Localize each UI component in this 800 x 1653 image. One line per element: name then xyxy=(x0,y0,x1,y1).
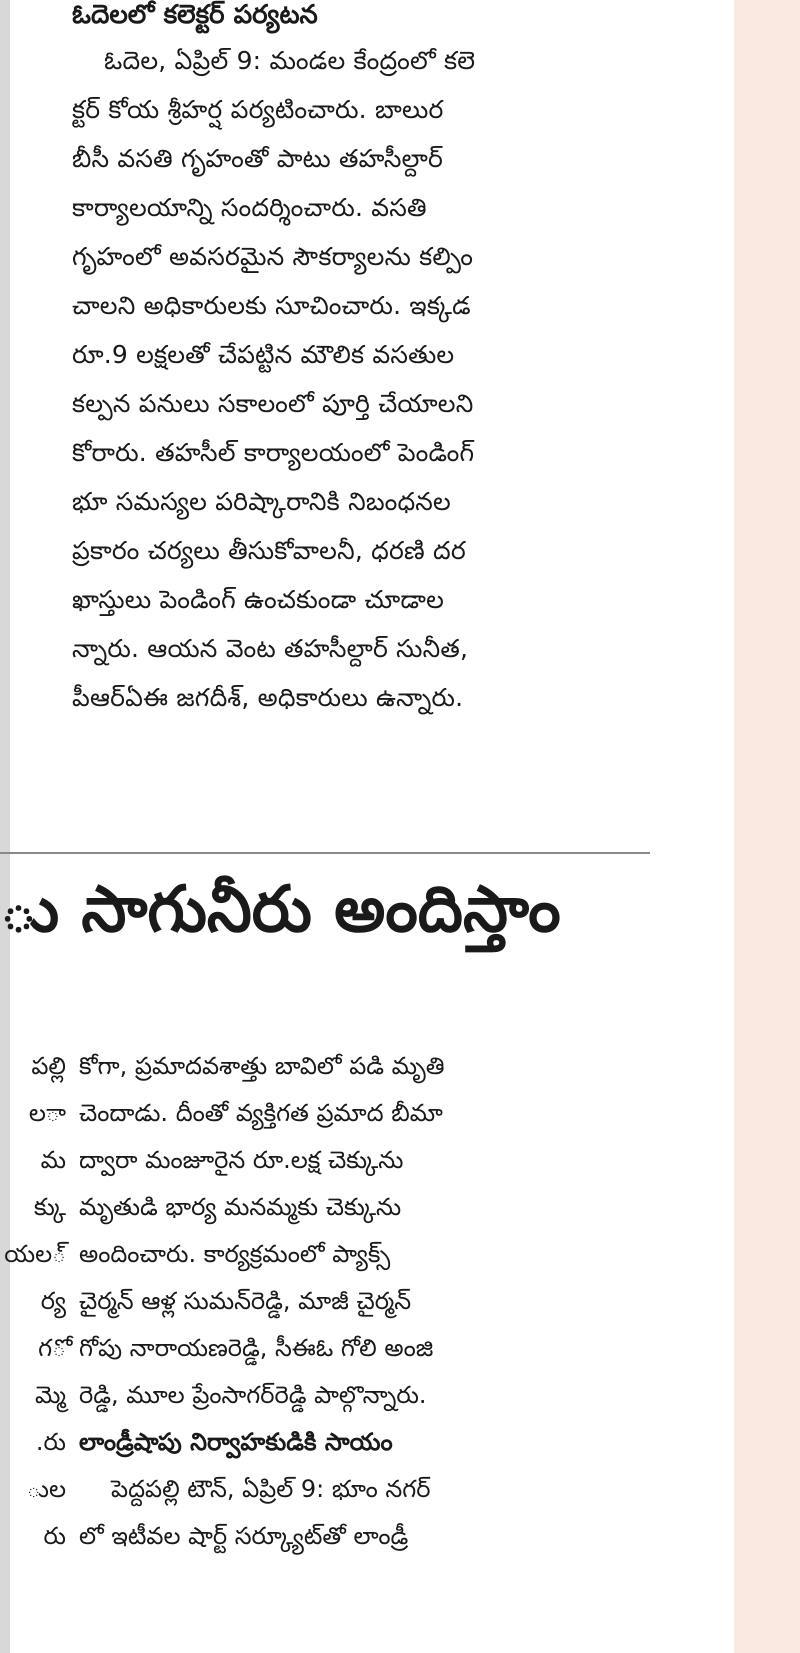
fragment-line: మ్మె xyxy=(34,1381,66,1409)
top-article-body xyxy=(72,36,650,722)
body-line: బీసీ వసతి గృహంతో పాటు తహసీల్దార్‌ xyxy=(72,144,444,173)
body-line: ఖాస్తులు పెండింగ్‌ ఉంచకుండా చూడాల xyxy=(72,585,445,614)
fragment-line: రు xyxy=(43,1522,66,1550)
fragment-line: ుల xyxy=(26,1475,66,1503)
body-line: కల్పన పనులు సకాలంలో పూర్తి చేయాలని xyxy=(72,389,474,418)
fragment-line: రు. xyxy=(35,1428,66,1456)
fragment-line: పల్లి xyxy=(31,1052,66,1080)
body-line: గృహంలో అవసరమైన సౌకర్యాలను కల్పిం xyxy=(72,242,474,271)
top-article xyxy=(72,0,650,722)
fragment-line: ోగ xyxy=(38,1334,66,1362)
body-line: న్నారు. ఆయన వెంట తహసీల్దార్‌ సునీత, xyxy=(72,634,469,663)
fragment-line: క్కు xyxy=(33,1193,66,1221)
body-line: రెడ్డి, మూల ప్రేంసాగర్‌రెడ్డి పాల్గొన్నారు. xyxy=(79,1381,427,1409)
body-line: ఓదెల, ఏప్రిల్‌ 9: మండల కేంద్రంలో కలె xyxy=(104,46,476,75)
left-column-fragments xyxy=(4,1043,66,1560)
fragment-line: మ xyxy=(40,1146,66,1174)
body-line: కోరారు. తహసీల్‌ కార్యాలయంలో పెండింగ్‌ xyxy=(72,438,475,467)
body-line: లో ఇటీవల షార్ట్‌ సర్క్యూట్‌తో లాండ్రీ xyxy=(79,1522,409,1550)
page-right-margin xyxy=(734,0,800,1653)
page-left-edge xyxy=(0,0,10,1653)
body-line: రూ.9 లక్షలతో చేపట్టిన మౌలిక వసతుల xyxy=(72,340,455,369)
body-line: చాలని అధికారులకు సూచించారు. ఇక్కడ xyxy=(72,291,471,320)
body-line: మృతుడి భార్య మనమ్మకు చెక్కును xyxy=(79,1193,402,1221)
top-article-headline: ఓదెలలో కలెక్టర్‌ పర్యటన xyxy=(72,0,318,30)
body-line: పెద్దపల్లి టౌన్‌, ఏప్రిల్‌ 9: భూం నగర్‌ xyxy=(111,1475,431,1503)
body-line: క్టర్‌ కోయ శ్రీహర్ష పర్యటించారు. బాలుర xyxy=(72,95,444,124)
section-divider xyxy=(0,852,650,854)
body-line: కార్యాలయాన్ని సందర్శించారు. వసతి xyxy=(72,193,427,222)
body-line: చైర్మన్‌ ఆళ్ల సుమన్‌రెడ్డి, మాజీ చైర్మన్‌ xyxy=(79,1287,412,1315)
body-line: ప్రకారం చర్యలు తీసుకోవాలనీ, ధరణి దర xyxy=(72,536,466,565)
fragment-line: ్యల xyxy=(4,1240,66,1268)
main-headline: ు సాగునీరు అందిస్తాం xyxy=(0,873,561,947)
body-line: పీఆర్‌ఏఈ జగదీశ్‌, అధికారులు ఉన్నారు. xyxy=(72,683,464,712)
body-line: భూ సమస్యల పరిష్కారానికి నిబంధనల xyxy=(72,487,451,516)
body-line: అందించారు. కార్యక్రమంలో ప్యాక్స్‌ xyxy=(79,1240,391,1268)
right-column-article xyxy=(79,1043,654,1560)
body-line: కోగా, ప్రమాదవశాత్తు బావిలో పడి మృతి xyxy=(79,1052,445,1080)
body-line: చెందాడు. దీంతో వ్యక్తిగత ప్రమాద బీమా xyxy=(79,1099,443,1127)
body-line: గోపు నారాయణరెడ్డి, సీఈఓ గోలి అంజి xyxy=(79,1334,434,1362)
sub-headline: లాండ్రీషాపు నిర్వాహకుడికి సాయం xyxy=(79,1428,393,1456)
fragment-line: ర్య xyxy=(40,1287,66,1315)
fragment-line: ాల xyxy=(28,1099,66,1127)
body-line: ద్వారా మంజూరైన రూ.లక్ష చెక్కును xyxy=(79,1146,404,1174)
